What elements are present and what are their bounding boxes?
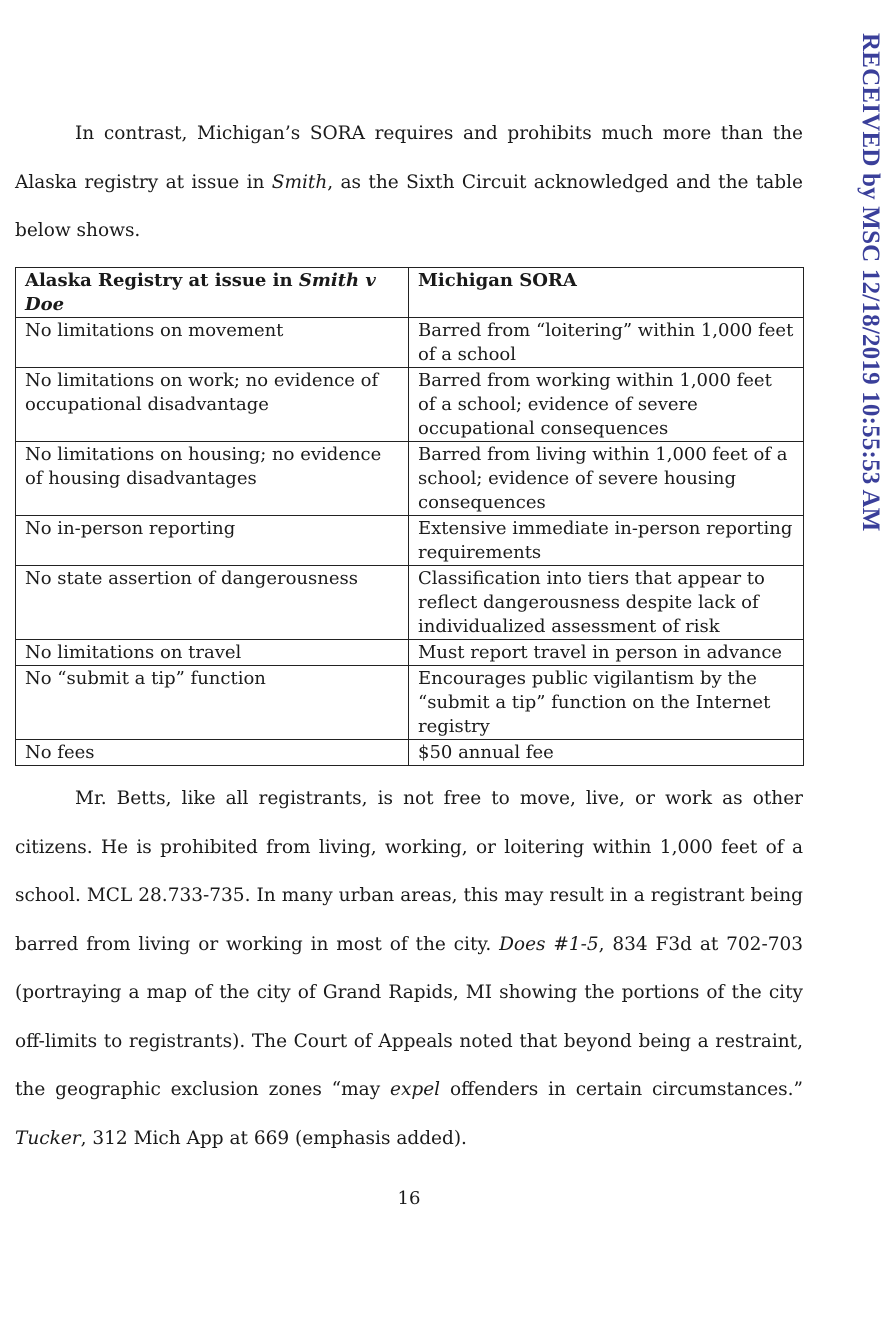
emphasis-expel: expel [390,1079,441,1100]
table-header-row [16,268,804,318]
case-name-does: Does #1-5 [499,933,599,955]
table-row [16,516,804,566]
intro-paragraph: In contrast, Michigan’s SORA requires and prohibits much more than the Alaska registry at issue in Smith, as the Sixth Circuit acknowledged and the table below shows. [15,123,804,241]
table-row [16,566,804,640]
michigan-cell: Barred from living within 1,000 feet of a school; evidence of severe housing consequences [409,442,804,516]
michigan-cell: Extensive immediate in-person reporting requirements [409,516,804,566]
alaska-cell: No state assertion of dangerousness [16,566,409,640]
analysis-paragraph: Mr. Betts, like all registrants, is not free to move, live, or work as other citizens. He is prohibited from living, working, or loitering within 1,000 feet of a school. MCL 28.733-735. In many urban areas, this may result in a registrant being barred from living or working in most of the city. Does #1-5, 834 F3d at 702-703 (portraying a map of the city of Grand Rapids, MI showing the portions of the city off-limits to registrants). The Court of Appeals noted that beyond being a restraint, the geographic exclusion zones “may expel offenders in certain circumstances.” Tucker, 312 Mich App at 669 (emphasis added). [15,788,804,1149]
michigan-cell: Must report travel in person in advance [409,640,804,666]
table-row [16,666,804,740]
table-row [16,318,804,368]
page-number: 16 [397,1188,421,1209]
table-row [16,442,804,516]
alaska-cell: No fees [16,740,409,766]
alaska-cell: No limitations on movement [16,318,409,368]
header-michigan: Michigan SORA [409,268,804,318]
michigan-cell: $50 annual fee [409,740,804,766]
michigan-cell: Classification into tiers that appear to reflect dangerousness despite lack of individualized assessment of risk [409,566,804,640]
michigan-cell: Barred from working within 1,000 feet of a school; evidence of severe occupational consequences [409,368,804,442]
comparison-table [15,267,804,766]
alaska-cell: No limitations on work; no evidence of occupational disadvantage [16,368,409,442]
table-row [16,640,804,666]
michigan-cell: Barred from “loitering” within 1,000 feet of a school [409,318,804,368]
alaska-cell: No “submit a tip” function [16,666,409,740]
alaska-cell: No limitations on housing; no evidence of housing disadvantages [16,442,409,516]
michigan-cell: Encourages public vigilantism by the “submit a tip” function on the Internet registry [409,666,804,740]
alaska-cell: No limitations on travel [16,640,409,666]
header-alaska: Alaska Registry at issue in Smith v Doe [16,268,409,318]
table-row [16,740,804,766]
case-name-tucker: Tucker [15,1127,81,1149]
table-row [16,368,804,442]
alaska-cell: No in-person reporting [16,516,409,566]
received-stamp: RECEIVED by MSC 12/18/2019 10:55:53 AM [857,33,884,532]
case-name-smith: Smith [271,171,328,193]
